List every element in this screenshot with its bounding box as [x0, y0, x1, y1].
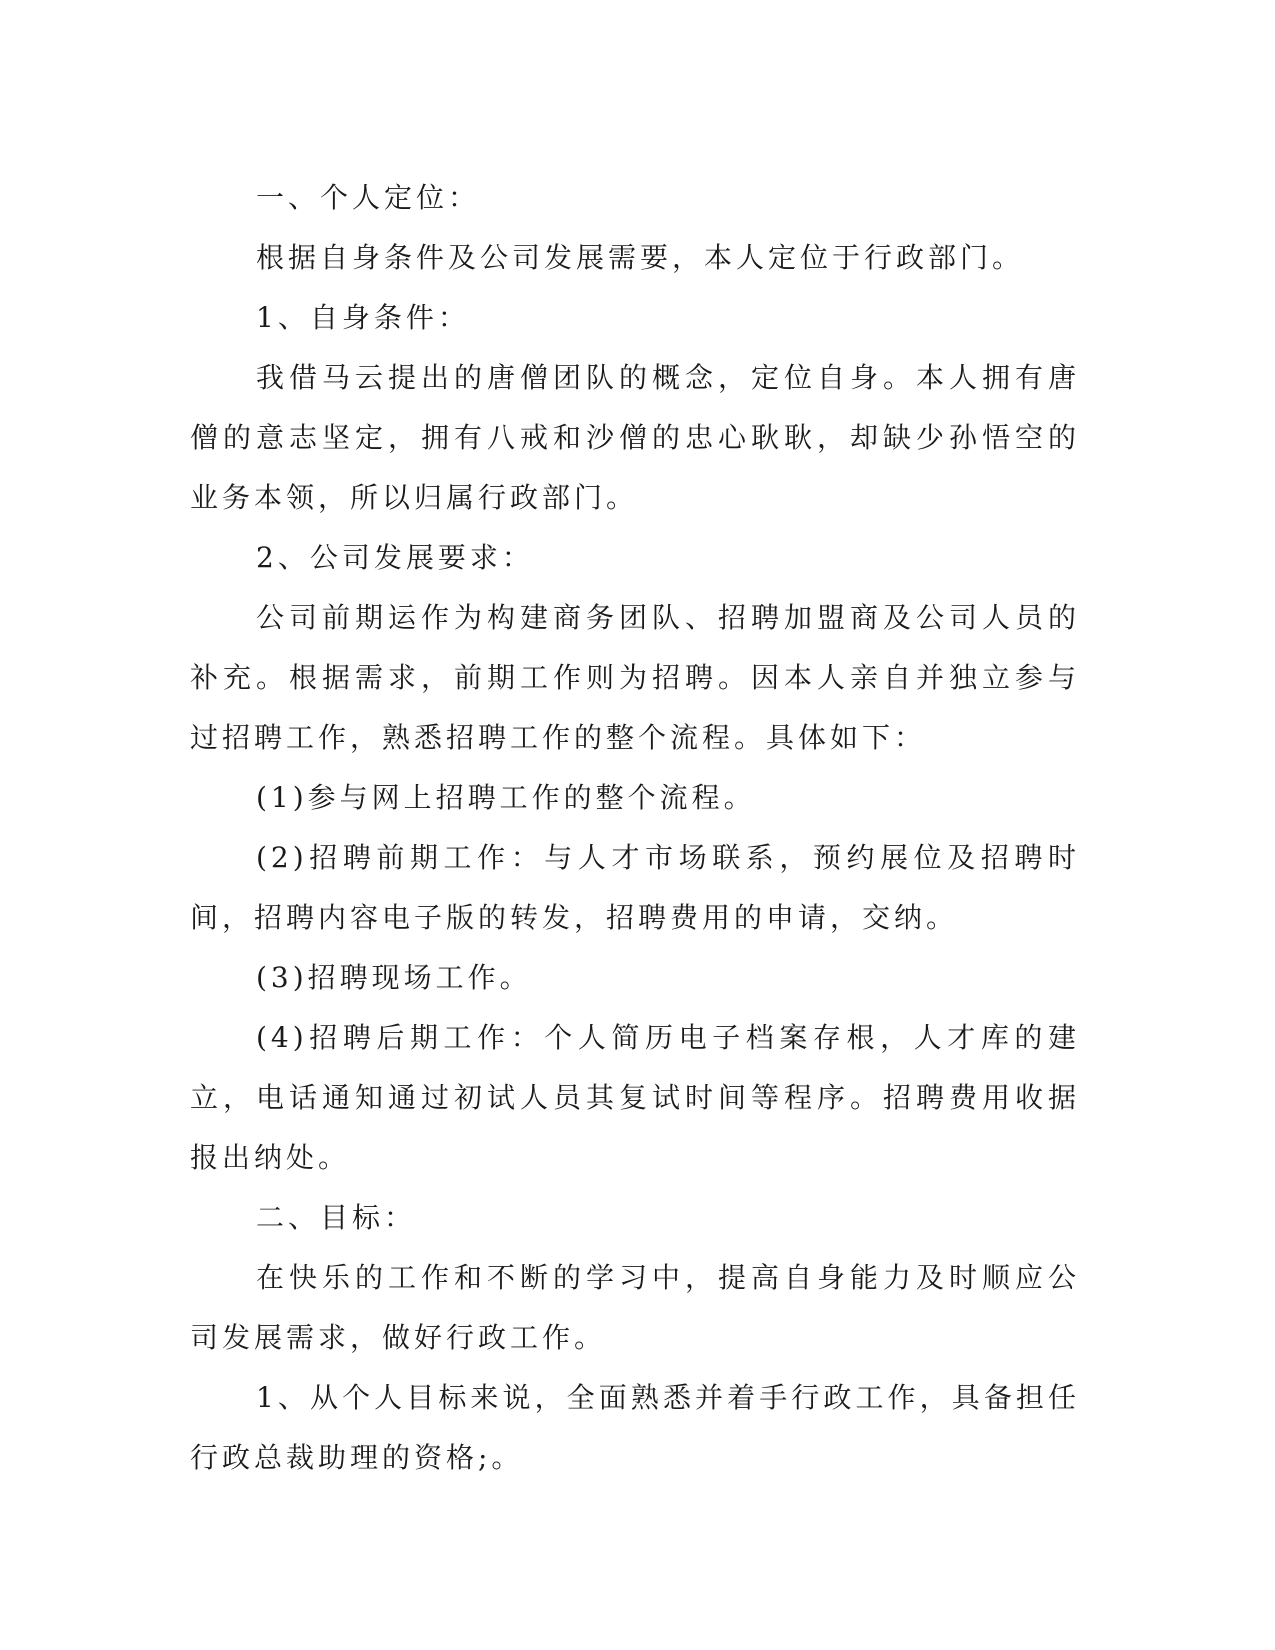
heading-personal-positioning: 一、个人定位：	[256, 181, 481, 214]
paragraph-company-requirements: 公司前期运作为构建商务团队、招聘加盟商及公司人员的补充。根据需求，前期工作则为招聘。因本人亲自并独立参与过招聘工作，熟悉招聘工作的整个流程。具体如下：	[190, 601, 1080, 754]
list-item-4: (4)招聘后期工作：个人简历电子档案存根，人才库的建立，电话通知通过初试人员其复试时间等程序。招聘费用收据报出纳处。	[190, 1021, 1080, 1174]
subheading-company-requirements: 2、公司发展要求：	[256, 541, 534, 574]
paragraph-personal-goal: 1、从个人目标来说，全面熟悉并着手行政工作，具备担任行政总裁助理的资格;。	[190, 1381, 1080, 1474]
list-item-3: (3)招聘现场工作。	[256, 961, 532, 994]
paragraph-goals-summary: 在快乐的工作和不断的学习中，提高自身能力及时顺应公司发展需求，做好行政工作。	[190, 1261, 1080, 1354]
subheading-own-conditions: 1、自身条件：	[256, 301, 470, 334]
heading-goals: 二、目标：	[256, 1201, 417, 1234]
paragraph-own-conditions: 我借马云提出的唐僧团队的概念，定位自身。本人拥有唐僧的意志坚定，拥有八戒和沙僧的忠心耿耿，却缺少孙悟空的业务本领，所以归属行政部门。	[190, 361, 1080, 514]
document-body	[190, 168, 1080, 1488]
list-item-1: (1)参与网上招聘工作的整个流程。	[256, 781, 756, 814]
list-item-2: (2)招聘前期工作：与人才市场联系，预约展位及招聘时间，招聘内容电子版的转发，招聘费用的申请，交纳。	[190, 841, 1080, 934]
paragraph-positioning-summary: 根据自身条件及公司发展需要，本人定位于行政部门。	[256, 241, 1025, 274]
